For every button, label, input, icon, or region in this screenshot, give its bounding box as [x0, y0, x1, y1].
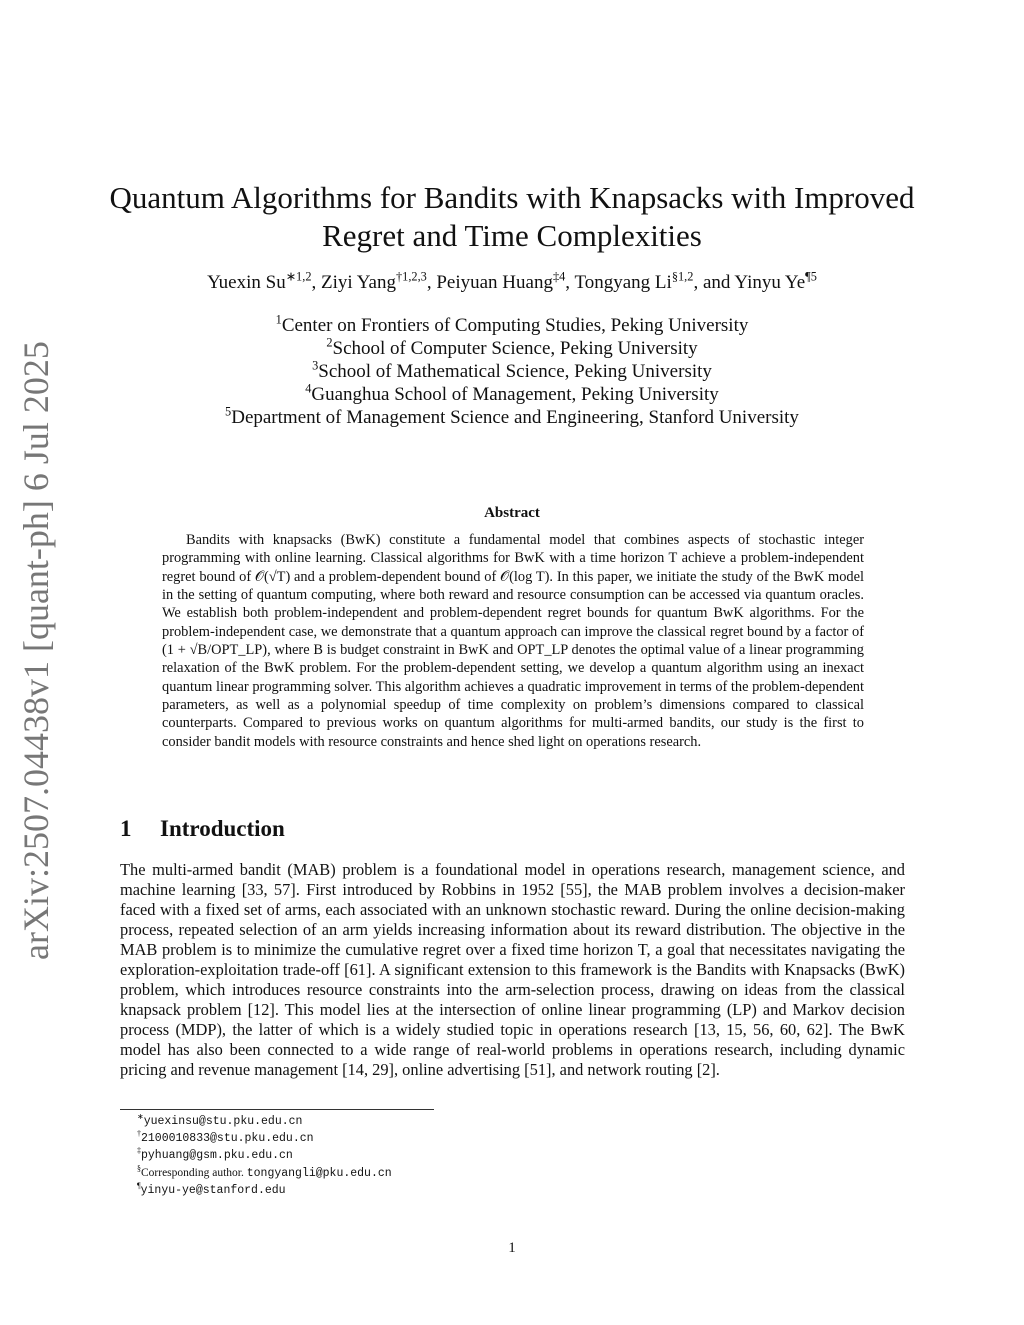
footnote-2: †2100010833@stu.pku.edu.cn: [137, 1129, 314, 1146]
section-number: 1: [120, 816, 132, 841]
intro-paragraph: The multi-armed bandit (MAB) problem is a foundational model in operations research, management science, and machine learning [33, 57]. First introduced by Robbins in 1952 [55], the MAB problem involves a decision-maker faced with a fixed set of arms, each associated with an unknown stochastic reward. During the online decision-making process, repeated selection of an arm yields increasing information about its reward distribution. The objective in the MAB problem is to minimize the cumulative regret over a fixed time horizon T, a goal that necessitates navigating the exploration-exploitation trade-off [61]. A significant extension to this framework is the Bandits with Knapsacks (BwK) problem, which introduces resource constraints into the arm-selection process, drawing on ideas from the classical knapsack problem [12]. This model lies at the intersection of online linear programming (LP) and Markov decision process (MDP), the latter of which is a widely studied topic in operations research [13, 15, 56, 60, 62]. The BwK model has also been connected to a wide range of real-world problems in operations research, including dynamic pricing and revenue management [14, 29], online advertising [51], and network routing [2].: [120, 860, 905, 1079]
author-1: Yuexin $Su^{∗1,2}$: [207, 269, 312, 293]
author-4: Tongyang Li$^{\S 1,2}$: [574, 269, 694, 293]
footnote-email[interactable]: tongyangli@pku.edu.cn: [246, 1166, 392, 1180]
footnote-3: ‡pyhuang@gsm.pku.edu.cn: [137, 1146, 293, 1163]
footnotes: [137, 1113, 392, 1199]
footnote-email[interactable]: pyhuang@gsm.pku.edu.cn: [141, 1149, 293, 1163]
affiliation-5: $^5$Department of Management Science and Engineering, Stanford University: [225, 404, 799, 428]
section-heading: [120, 816, 285, 842]
page-number: 1: [508, 1240, 516, 1256]
author-3: Peiyuan Huang$^{\ddagger 4}$: [436, 269, 566, 293]
footnote-5: ¶yinyu-ye@stanford.edu: [137, 1180, 286, 1197]
footnote-4: §Corresponding author. tongyangli@pku.edu.cn: [137, 1163, 392, 1180]
footnote-rule: [120, 1109, 434, 1110]
footnote-email[interactable]: yuexinsu@stu.pku.edu.cn: [143, 1115, 303, 1128]
abstract-text: Bandits with knapsacks (BwK) constitute a fundamental model that combines aspects of stochastic integer programming with online learning. Classical algorithms for BwK with a time horizon T achieve a problem-independent regret bound of 𝒪(√T) and a problem-dependent bound of 𝒪(log T). In this paper, we initiate the study of the BwK model in the setting of quantum computing, where both reward and resource consumption can be accessed via quantum oracles. We establish both problem-independent and problem-dependent regret bounds for quantum BwK algorithms. For the problem-independent case, we demonstrate that a quantum approach can improve the classical regret bound by a factor of (1 + √B/OPT_LP), where B is budget constraint in BwK and OPT_LP denotes the optimal value of a linear programming relaxation of the BwK problem. For the problem-dependent setting, we develop a quantum algorithm using an inexact quantum linear programming solver. This algorithm achieves a quadratic improvement in terms of the problem-dependent parameters, as well as a polynomial speedup of time complexity on problem’s dimensions compared to classical counterparts. Compared to previous works on quantum algorithms for multi-armed bandits, our study is the first to consider bandit models with resource constraints and hence shed light on operations research.: [162, 532, 864, 750]
affiliation-4: $^4$Guanghua School of Management, Peking University: [305, 381, 719, 405]
affiliation-3: $^3$School of Mathematical Science, Peking University: [312, 358, 712, 382]
abstract-heading: Abstract: [484, 505, 540, 521]
footnote-email[interactable]: yinyu-ye@stanford.edu: [140, 1183, 286, 1197]
footnote-email[interactable]: 2100010833@stu.pku.edu.cn: [141, 1132, 314, 1146]
title-line-1: Quantum Algorithms for Bandits with Knapsacks with Improved: [109, 180, 915, 215]
introduction-body: [120, 860, 905, 1080]
affiliation-1: $^1$Center on Frontiers of Computing Studies, Peking University: [275, 312, 749, 336]
footnote-1: ∗yuexinsu@stu.pku.edu.cn: [137, 1112, 303, 1128]
arxiv-stamp: [15, 341, 56, 961]
abstract-body: [162, 531, 864, 751]
author-2: Ziyi Yang$^{\dagger 1,2,3}$: [321, 269, 427, 293]
affiliations: [0, 314, 1024, 429]
author-list: Yuexin $Su^{∗1,2}$, Ziyi Yang$^{\dagger 1,2,3}$, Peiyuan Huang$^{\ddagger 4}$, Tongyang Li$^{\S 1,2}$, and Yinyu Ye$^{\P 5}$: [207, 269, 817, 293]
arxiv-id: arXiv:2507.04438v1 [quant-ph] 6 Jul 2025: [16, 341, 56, 960]
author-5: Yinyu Ye$^{\P 5}$: [734, 269, 817, 293]
section-title: Introduction: [160, 816, 285, 841]
paper-title: [0, 179, 1024, 255]
affiliation-2: $^2$School of Computer Science, Peking University: [326, 335, 698, 359]
title-line-2: Regret and Time Complexities: [322, 218, 702, 253]
